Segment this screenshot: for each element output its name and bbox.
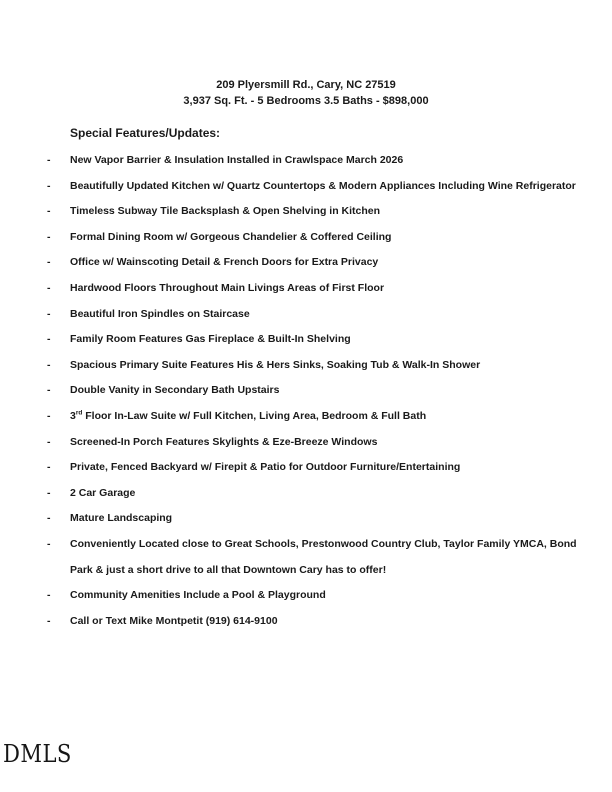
dash-bullet: - [47,409,51,422]
feature-text: Call or Text Mike Montpetit (919) 614-9100 [70,614,278,627]
feature-text: Mature Landscaping [70,512,173,525]
feature-text: Community Amenities Include a Pool & Playground [70,589,326,602]
list-item [0,404,612,430]
list-item [0,481,612,507]
feature-text: Timeless Subway Tile Backsplash & Open Shelving in Kitchen [70,205,381,218]
list-item [0,250,612,276]
dash-bullet: - [47,179,51,192]
dash-bullet: - [47,384,51,397]
dash-bullet: - [47,614,51,627]
dash-bullet: - [47,589,51,602]
mls-watermark: DMLS [3,740,72,768]
list-item [0,199,612,225]
dash-bullet: - [47,333,51,346]
dash-bullet: - [47,154,51,166]
dash-bullet: - [47,358,51,371]
feature-text: Spacious Primary Suite Features His & Hers Sinks, Soaking Tub & Walk-In Shower [70,358,481,371]
list-item [0,302,612,328]
feature-text: Office w/ Wainscoting Detail & French Doors for Extra Privacy [70,256,379,269]
list-item [0,378,612,404]
dash-bullet: - [47,256,51,269]
dash-bullet: - [47,512,51,525]
feature-text: 2 Car Garage [70,486,136,499]
listing-header [0,77,612,109]
list-item [0,174,612,200]
dash-bullet: - [47,435,51,448]
list-item [0,353,612,379]
feature-text-ordinal: 3 [70,409,76,422]
list-item [0,532,612,583]
feature-text: Screened-In Porch Features Skylights & Eze-Breeze Windows [70,435,378,448]
feature-text: Double Vanity in Secondary Bath Upstairs [70,384,280,397]
list-item [0,506,612,532]
dash-bullet: - [47,486,51,499]
feature-text: Private, Fenced Backyard w/ Firepit & Patio for Outdoor Furniture/Entertaining [70,461,461,474]
list-item [0,148,612,174]
dash-bullet: - [47,205,51,218]
feature-text: Beautiful Iron Spindles on Staircase [70,307,250,320]
list-item [0,327,612,353]
dash-bullet: - [47,281,51,294]
list-item [0,430,612,456]
section-title: Special Features/Updates: [70,126,221,140]
dash-bullet: - [47,230,51,243]
list-item [0,225,612,251]
feature-text: Beautifully Updated Kitchen w/ Quartz Countertops & Modern Appliances Including Wine Refrigerator [70,179,576,192]
list-item [0,455,612,481]
feature-text: Conveniently Located close to Great Schools, Prestonwood Country Club, Taylor Family YMCA, Bond Park & just a short drive to all that Downtown Cary has to offer! [70,537,577,576]
feature-text [70,410,426,422]
dash-bullet: - [47,461,51,474]
dash-bullet: - [47,537,51,550]
list-item [0,583,612,609]
feature-text: New Vapor Barrier & Insulation Installed in Crawlspace March 2026 [70,154,404,166]
feature-text-rest: Floor In-Law Suite w/ Full Kitchen, Living Area, Bedroom & Full Bath [82,409,427,422]
feature-text: Hardwood Floors Throughout Main Livings Areas of First Floor [70,281,385,294]
list-item [0,609,612,635]
feature-list [0,148,612,634]
feature-text: Family Room Features Gas Fireplace & Built-In Shelving [70,333,351,346]
feature-text: Formal Dining Room w/ Gorgeous Chandelier & Coffered Ceiling [70,230,392,243]
dash-bullet: - [47,307,51,320]
list-item [0,276,612,302]
feature-text-ordinal-suffix: rd [75,409,83,417]
listing-details: 3,937 Sq. Ft. - 5 Bedrooms 3.5 Baths - $898,000 [183,95,429,107]
listing-address: 209 Plyersmill Rd., Cary, NC 27519 [216,79,396,91]
